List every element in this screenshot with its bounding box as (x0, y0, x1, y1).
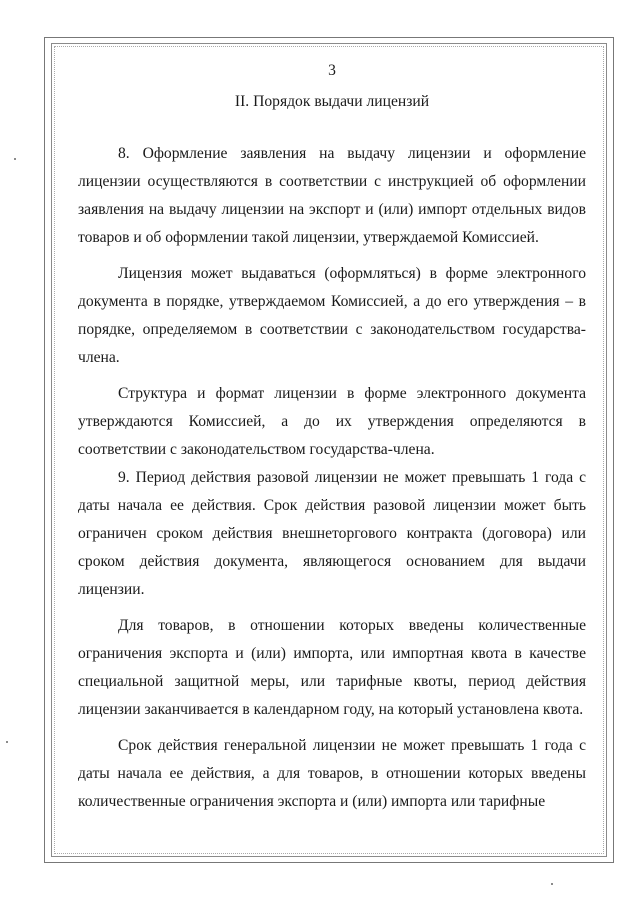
scan-speck (14, 158, 16, 160)
paragraph-electronic-license: Лицензия может выдаваться (оформляться) в форме электронного документа в порядке, утверждаемом Комиссией, а до его утверждения – в порядке, определяемом в соответствии с законодательством государства-члена. (78, 265, 586, 366)
scan-speck (6, 741, 8, 743)
scan-speck (551, 883, 553, 885)
paragraph-quota-goods: Для товаров, в отношении которых введены количественные ограничения экспорта и (или) импорта, или импортная квота в качестве специальной защитной меры, или тарифные квоты, период действия лицензии заканчивается в календарном году, на который установлена квота. (78, 617, 586, 718)
paragraph-9: 9. Период действия разовой лицензии не может превышать 1 года с даты начала ее действия. Срок действия разовой лицензии может быть ограничен сроком действия внешнеторгового контракта (договора) или сроком действия документа, являющегося основанием для выдачи лицензии. (78, 469, 586, 598)
paragraph-general-license: Срок действия генеральной лицензии не может превышать 1 года с даты начала ее действия, а для товаров, в отношении которых введены количественные ограничения экспорта и (или) импорта или тарифные (78, 737, 586, 810)
document-body (78, 56, 586, 816)
section-title: II. Порядок выдачи лицензий (234, 93, 430, 110)
page-number: 3 (328, 62, 336, 79)
paragraph-8: 8. Оформление заявления на выдачу лицензии и оформление лицензии осуществляются в соответствии с инструкцией об оформлении заявления на выдачу лицензии на экспорт и (или) импорт отдельных видов товаров и об оформлении такой лицензии, утверждаемой Комиссией. (78, 145, 586, 246)
paragraph-structure-format: Структура и формат лицензии в форме электронного документа утверждаются Комиссией, а до их утверждения определяются в соответствии с законодательством государства-члена. (78, 385, 586, 458)
